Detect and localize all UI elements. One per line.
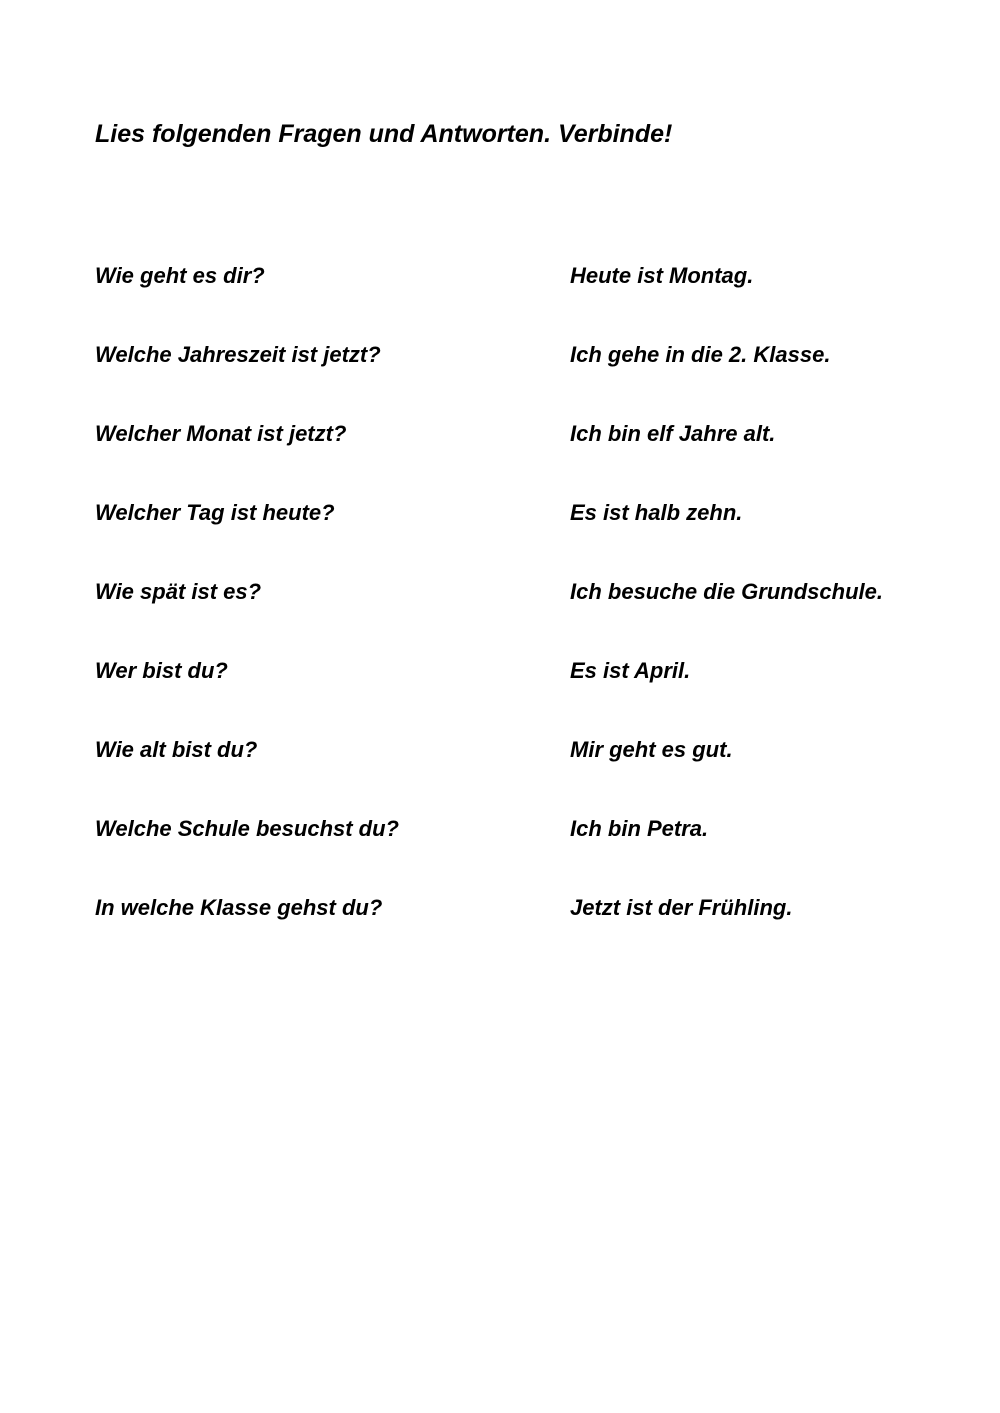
question-text: Wie spät ist es? — [95, 579, 262, 604]
question-text: Wie alt bist du? — [95, 737, 258, 762]
matching-row — [0, 574, 1000, 653]
matching-row — [0, 416, 1000, 495]
matching-row — [0, 732, 1000, 811]
question-text: Wer bist du? — [95, 658, 228, 683]
answer-text: Ich besuche die Grundschule. — [570, 579, 883, 604]
answer-text: Jetzt ist der Frühling. — [570, 895, 793, 920]
question-text: Welche Schule besuchst du? — [95, 816, 399, 841]
matching-list — [0, 258, 1000, 969]
matching-row — [0, 653, 1000, 732]
question-text: Wie geht es dir? — [95, 263, 265, 288]
question-text: Welcher Monat ist jetzt? — [95, 421, 347, 446]
answer-text: Heute ist Montag. — [570, 263, 754, 288]
matching-row — [0, 890, 1000, 969]
answer-text: Ich bin elf Jahre alt. — [570, 421, 776, 446]
answer-text: Ich bin Petra. — [570, 816, 709, 841]
answer-text: Es ist halb zehn. — [570, 500, 743, 525]
matching-row — [0, 495, 1000, 574]
matching-row — [0, 337, 1000, 416]
page-title: Lies folgenden Fragen und Antworten. Verbinde! — [95, 120, 673, 148]
question-text: Welcher Tag ist heute? — [95, 500, 335, 525]
answer-text: Es ist April. — [570, 658, 691, 683]
question-text: Welche Jahreszeit ist jetzt? — [95, 342, 381, 367]
answer-text: Ich gehe in die 2. Klasse. — [570, 342, 831, 367]
question-text: In welche Klasse gehst du? — [95, 895, 383, 920]
answer-text: Mir geht es gut. — [570, 737, 733, 762]
matching-row — [0, 258, 1000, 337]
matching-row — [0, 811, 1000, 890]
